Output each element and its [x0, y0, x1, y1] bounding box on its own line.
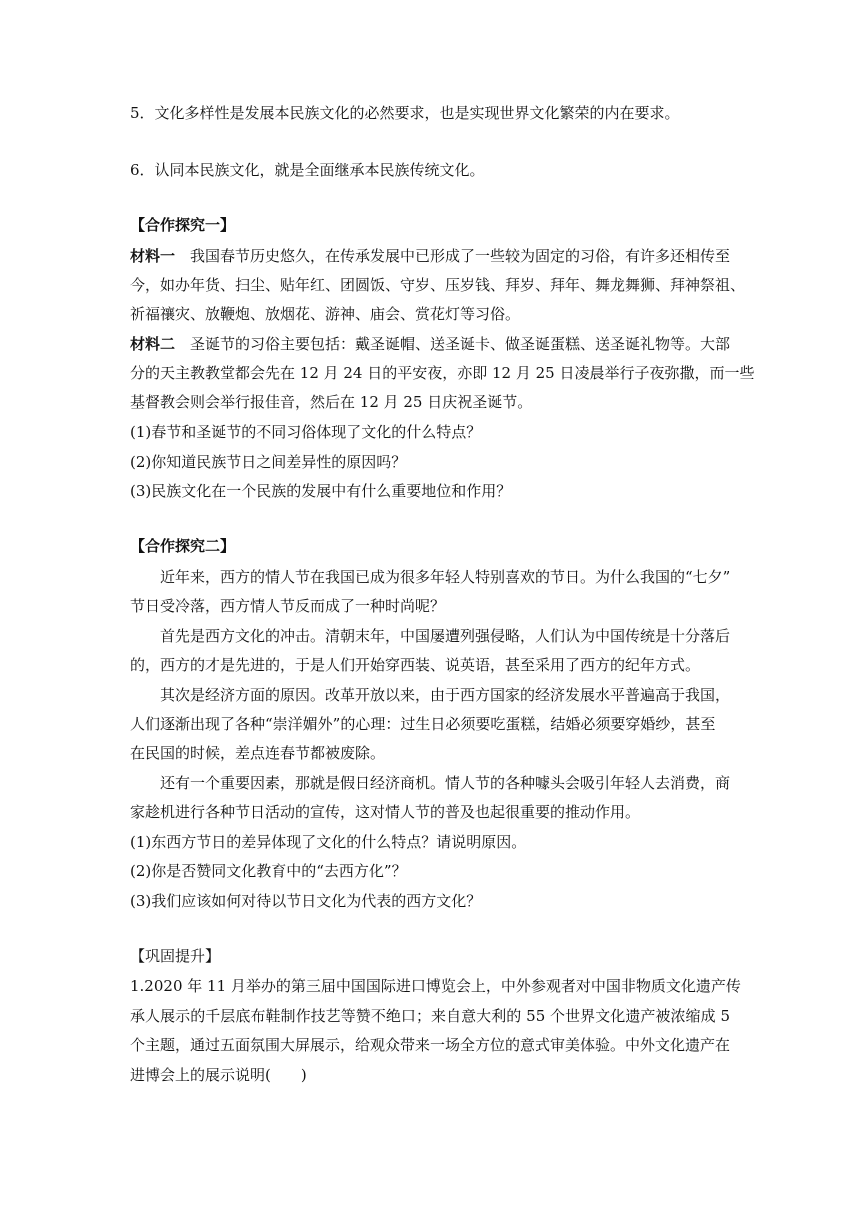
material-2-line-1	[130, 334, 730, 354]
item-6: 6．认同本民族文化，就是全面继承本民族传统文化。	[130, 161, 485, 179]
explore-2-question-3: (3)我们应该如何对待以节日文化为代表的西方文化？	[130, 892, 482, 910]
explore-2-para-2-line-1: 首先是西方文化的冲击。清朝末年，中国屡遭列强侵略，人们认为中国传统是十分落后	[160, 627, 731, 645]
section-heading-consolidate: 【巩固提升】	[130, 947, 221, 965]
section-heading-explore-2: 【合作探究二】	[130, 537, 236, 555]
explore-2-question-2: (2)你是否赞同文化教育中的“去西方化”？	[130, 862, 407, 880]
section-heading-explore-1: 【合作探究一】	[130, 216, 236, 234]
consolidate-q1-line-1: 1.2020 年 11 月举办的第三届中国国际进口博览会上，中外参观者对中国非物质文化遗产传	[130, 977, 741, 995]
explore-2-para-3-line-1: 其次是经济方面的原因。改革开放以来，由于西方国家的经济发展水平普遍高于我国，	[160, 686, 731, 704]
consolidate-q1-line-2: 承人展示的千层底布鞋制作技艺等赞不绝口；来自意大利的 55 个世界文化遗产被浓缩成 5	[130, 1007, 730, 1025]
explore-2-para-1-line-2: 节日受冷落，西方情人节反而成了一种时尚呢？	[130, 597, 446, 615]
explore-2-para-3-line-2: 人们逐渐出现了各种“崇洋媚外”的心理：过生日必须要吃蛋糕，结婚必须要穿婚纱，甚至	[130, 715, 716, 733]
material-2-label: 材料二	[130, 335, 176, 353]
material-1-text-1: 我国春节历史悠久，在传承发展中已形成了一些较为固定的习俗，有许多还相传至	[190, 247, 731, 265]
material-2-line-3: 基督教会则会举行报佳音，然后在 12 月 25 日庆祝圣诞节。	[130, 393, 533, 411]
explore-2-para-3-line-3: 在民国的时候，差点连春节都被废除。	[130, 744, 386, 762]
material-1-line-1	[130, 246, 730, 266]
material-2-text-1: 圣诞节的习俗主要包括：戴圣诞帽、送圣诞卡、做圣诞蛋糕、送圣诞礼物等。大部	[190, 335, 731, 353]
explore-1-question-3: (3)民族文化在一个民族的发展中有什么重要地位和作用？	[130, 482, 512, 500]
explore-1-question-1: (1)春节和圣诞节的不同习俗体现了文化的什么特点？	[130, 423, 482, 441]
explore-2-question-1: (1)东西方节日的差异体现了文化的什么特点？请说明原因。	[130, 833, 527, 851]
explore-2-para-1-line-1: 近年来，西方的情人节在我国已成为很多年轻人特别喜欢的节日。为什么我国的“七夕”	[160, 568, 731, 586]
explore-2-para-2-line-2: 的，西方的才是先进的，于是人们开始穿西装、说英语，甚至采用了西方的纪年方式。	[130, 656, 701, 674]
material-2-line-2: 分的天主教教堂都会先在 12 月 24 日的平安夜，亦即 12 月 25 日凌晨举行子夜弥撒，而一些	[130, 364, 755, 382]
explore-1-question-2: (2)你知道民族节日之间差异性的原因吗？	[130, 453, 407, 471]
material-1-line-3: 祈福禳灾、放鞭炮、放烟花、游神、庙会、赏花灯等习俗。	[130, 305, 521, 323]
consolidate-q1-line-3: 个主题，通过五面氛围大屏展示，给观众带来一场全方位的意式审美体验。中外文化遗产在	[130, 1036, 731, 1054]
explore-2-para-4-line-2: 家趁机进行各种节日活动的宣传，这对情人节的普及也起很重要的推动作用。	[130, 803, 641, 821]
material-1-line-2: 今，如办年货、扫尘、贴年红、团圆饭、守岁、压岁钱、拜岁、拜年、舞龙舞狮、拜神祭祖、	[130, 276, 746, 294]
material-1-label: 材料一	[130, 247, 176, 265]
item-5: 5．文化多样性是发展本民族文化的必然要求，也是实现世界文化繁荣的内在要求。	[130, 104, 680, 122]
explore-2-para-4-line-1: 还有一个重要因素，那就是假日经济商机。情人节的各种噱头会吸引年轻人去消费，商	[160, 774, 731, 792]
consolidate-q1-line-4: 进博会上的展示说明( )	[130, 1066, 307, 1084]
